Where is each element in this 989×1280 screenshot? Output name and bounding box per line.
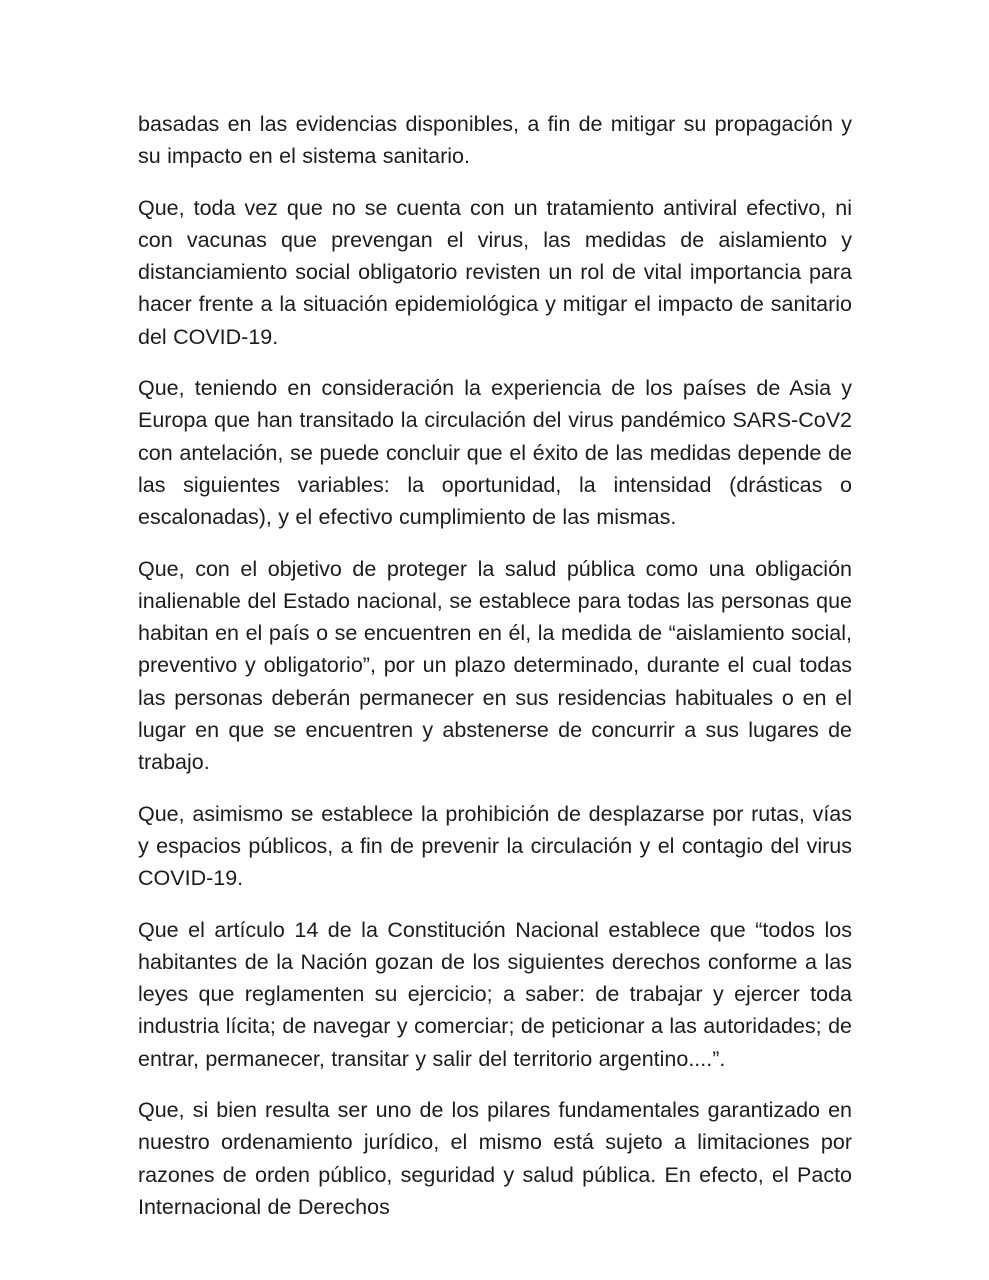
document-body (138, 108, 852, 1223)
paragraph-1: basadas en las evidencias disponibles, a fin de mitigar su propagación y su impacto en el sistema sanitario. (138, 112, 852, 169)
paragraph-7: Que, si bien resulta ser uno de los pilares fundamentales garantizado en nuestro ordenamiento jurídico, el mismo está sujeto a limitaciones por razones de orden público, seguridad y salud pública. En efecto, el Pacto Internacional de Derechos (138, 1098, 852, 1219)
paragraph-5: Que, asimismo se establece la prohibición de desplazarse por rutas, vías y espacios públicos, a fin de prevenir la circulación y el contagio del virus COVID-19. (138, 801, 852, 891)
paragraph-4: Que, con el objetivo de proteger la salud pública como una obligación inalienable del Estado nacional, se establece para todas las personas que habitan en el país o se encuentren en él, la medida de “aislamiento social, preventivo y obligatorio”, por un plazo determinado, durante el cual todas las personas deberán permanecer en sus residencias habituales o en el lugar en que se encuentren y abstenerse de concurrir a sus lugares de trabajo. (138, 556, 852, 775)
paragraph-3: Que, teniendo en consideración la experiencia de los países de Asia y Europa que han transitado la circulación del virus pandémico SARS-CoV2 con antelación, se puede concluir que el éxito de las medidas depende de las siguientes variables: la oportunidad, la intensidad (drásticas o escalonadas), y el efectivo cumplimiento de las mismas. (138, 376, 852, 530)
paragraph-2: Que, toda vez que no se cuenta con un tratamiento antiviral efectivo, ni con vacunas que prevengan el virus, las medidas de aislamiento y distanciamiento social obligatorio revisten un rol de vital importancia para hacer frente a la situación epidemiológica y mitigar el impacto de sanitario del COVID-19. (138, 195, 852, 349)
paragraph-6: Que el artículo 14 de la Constitución Nacional establece que “todos los habitantes de la Nación gozan de los siguientes derechos conforme a las leyes que reglamenten su ejercicio; a saber: de trabajar y ejercer toda industria lícita; de navegar y comerciar; de peticionar a las autoridades; de entrar, permanecer, transitar y salir del territorio argentino....”. (138, 917, 852, 1071)
